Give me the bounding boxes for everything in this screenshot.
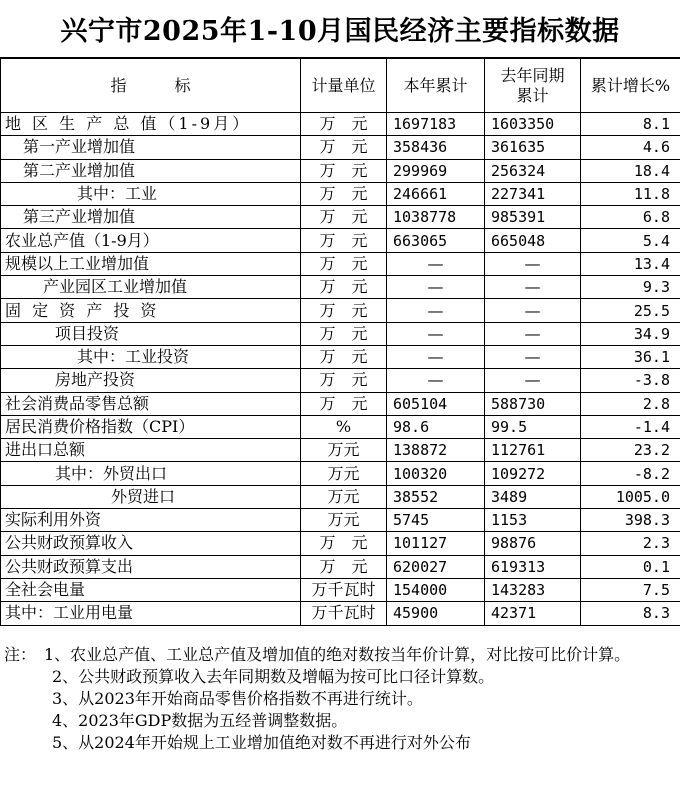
row-unit: 万 元	[301, 159, 387, 182]
header-previous-line1: 去年同期	[500, 65, 565, 85]
footnote-5: 5、从2024年开始规上工业增加值绝对数不再进行对外公布	[52, 733, 471, 752]
row-growth: 34.9	[581, 322, 680, 345]
row-growth: 25.5	[581, 299, 680, 322]
row-previous: 98876	[485, 532, 581, 555]
row-previous: 619313	[485, 555, 581, 578]
header-previous	[485, 59, 581, 113]
row-label: 项目投资	[1, 322, 301, 345]
header-previous-line2: 累计	[516, 85, 549, 105]
row-label: 全社会电量	[1, 578, 301, 601]
table-row	[1, 602, 680, 625]
page-title: 兴宁市2025年1-10月国民经济主要指标数据	[0, 0, 680, 58]
row-growth: -1.4	[581, 415, 680, 438]
table-header-row	[1, 59, 680, 113]
row-current: 620027	[387, 555, 485, 578]
table-row	[1, 509, 680, 532]
row-growth: 18.4	[581, 159, 680, 182]
row-previous: 3489	[485, 485, 581, 508]
row-unit: 万千瓦时	[301, 578, 387, 601]
row-growth: 7.5	[581, 578, 680, 601]
table-row	[1, 462, 680, 485]
row-unit: 万 元	[301, 206, 387, 229]
row-label: 其中：工业用电量	[1, 602, 301, 625]
row-current: 138872	[387, 439, 485, 462]
table-row	[1, 555, 680, 578]
row-unit: 万千瓦时	[301, 602, 387, 625]
row-current: 299969	[387, 159, 485, 182]
row-current: 663065	[387, 229, 485, 252]
row-unit: 万元	[301, 509, 387, 532]
table-row	[1, 276, 680, 299]
row-previous: 42371	[485, 602, 581, 625]
row-growth: 398.3	[581, 509, 680, 532]
row-previous: —	[485, 322, 581, 345]
row-label: 外贸进口	[1, 485, 301, 508]
row-label: 其中：工业	[1, 182, 301, 205]
footnotes	[0, 644, 680, 754]
row-current: —	[387, 345, 485, 368]
header-current: 本年累计	[387, 59, 485, 113]
row-unit: 万 元	[301, 182, 387, 205]
table-row	[1, 345, 680, 368]
row-previous: 588730	[485, 392, 581, 415]
row-unit: 万 元	[301, 345, 387, 368]
row-unit: 万 元	[301, 369, 387, 392]
row-unit: 万 元	[301, 555, 387, 578]
row-unit: 万 元	[301, 392, 387, 415]
row-current: 1697183	[387, 113, 485, 136]
row-current: —	[387, 252, 485, 275]
row-previous: 665048	[485, 229, 581, 252]
row-growth: 13.4	[581, 252, 680, 275]
row-label: 第二产业增加值	[1, 159, 301, 182]
row-unit: 万元	[301, 439, 387, 462]
row-current: 246661	[387, 182, 485, 205]
footnote-2: 2、公共财政预算收入去年同期数及增幅为按可比口径计算数。	[52, 667, 495, 686]
row-previous: 985391	[485, 206, 581, 229]
row-growth: 8.1	[581, 113, 680, 136]
footnote-4: 4、2023年GDP数据为五经普调整数据。	[52, 711, 348, 730]
row-label: 第三产业增加值	[1, 206, 301, 229]
row-previous: —	[485, 369, 581, 392]
row-growth: 5.4	[581, 229, 680, 252]
table-row	[1, 252, 680, 275]
row-current: 101127	[387, 532, 485, 555]
row-unit: 万元	[301, 462, 387, 485]
table-row	[1, 136, 680, 159]
row-unit: 万 元	[301, 113, 387, 136]
row-previous: —	[485, 252, 581, 275]
row-growth: 0.1	[581, 555, 680, 578]
row-previous: —	[485, 299, 581, 322]
row-label: 农业总产值（1-9月）	[1, 229, 301, 252]
row-label: 其中：工业投资	[1, 345, 301, 368]
table-row	[1, 206, 680, 229]
row-current: 38552	[387, 485, 485, 508]
row-growth: 4.6	[581, 136, 680, 159]
row-previous: 256324	[485, 159, 581, 182]
row-growth: 1005.0	[581, 485, 680, 508]
table-row	[1, 439, 680, 462]
row-label: 房地产投资	[1, 369, 301, 392]
table-row	[1, 392, 680, 415]
row-growth: 11.8	[581, 182, 680, 205]
table-row	[1, 578, 680, 601]
footnote-1: 注： 1、农业总产值、工业总产值及增加值的绝对数按当年价计算，对比按可比价计算。	[4, 645, 631, 664]
row-unit: 万 元	[301, 229, 387, 252]
row-previous: 143283	[485, 578, 581, 601]
table-row	[1, 322, 680, 345]
table-row	[1, 299, 680, 322]
header-unit: 计量单位	[301, 59, 387, 113]
table-row	[1, 532, 680, 555]
row-previous: 1603350	[485, 113, 581, 136]
row-current: 45900	[387, 602, 485, 625]
row-label: 社会消费品零售总额	[1, 392, 301, 415]
row-label: 规模以上工业增加值	[1, 252, 301, 275]
row-unit: 万 元	[301, 322, 387, 345]
row-growth: 2.3	[581, 532, 680, 555]
row-label: 第一产业增加值	[1, 136, 301, 159]
table-row	[1, 369, 680, 392]
table-row	[1, 182, 680, 205]
row-label: 公共财政预算支出	[1, 555, 301, 578]
row-current: 1038778	[387, 206, 485, 229]
row-current: —	[387, 276, 485, 299]
row-label: 地 区 生 产 总 值（1-9月）	[1, 113, 301, 136]
header-indicator: 指 标	[1, 59, 301, 113]
row-previous: 112761	[485, 439, 581, 462]
row-growth: 6.8	[581, 206, 680, 229]
row-unit: 万 元	[301, 532, 387, 555]
footnote-3: 3、从2023年开始商品零售价格指数不再进行统计。	[52, 689, 423, 708]
row-unit: 万 元	[301, 136, 387, 159]
row-previous: —	[485, 276, 581, 299]
row-previous: 361635	[485, 136, 581, 159]
row-current: 605104	[387, 392, 485, 415]
indicator-table	[0, 58, 680, 626]
row-current: —	[387, 299, 485, 322]
row-current: —	[387, 369, 485, 392]
row-current: 5745	[387, 509, 485, 532]
row-previous: —	[485, 345, 581, 368]
row-unit: 万 元	[301, 252, 387, 275]
row-current: 154000	[387, 578, 485, 601]
row-current: 98.6	[387, 415, 485, 438]
row-label: 公共财政预算收入	[1, 532, 301, 555]
table-row	[1, 113, 680, 136]
row-unit: 万 元	[301, 276, 387, 299]
row-label: 进出口总额	[1, 439, 301, 462]
row-label: 其中：外贸出口	[1, 462, 301, 485]
row-unit: 万 元	[301, 299, 387, 322]
table-row	[1, 229, 680, 252]
row-label: 产业园区工业增加值	[1, 276, 301, 299]
table-row	[1, 159, 680, 182]
row-label: 居民消费价格指数（CPI）	[1, 415, 301, 438]
row-previous: 227341	[485, 182, 581, 205]
row-label: 实际利用外资	[1, 509, 301, 532]
table-row	[1, 485, 680, 508]
row-growth: 9.3	[581, 276, 680, 299]
header-growth: 累计增长%	[581, 59, 680, 113]
row-growth: 36.1	[581, 345, 680, 368]
row-unit: 万元	[301, 485, 387, 508]
table-row	[1, 415, 680, 438]
row-growth: 23.2	[581, 439, 680, 462]
row-label: 固 定 资 产 投 资	[1, 299, 301, 322]
row-growth: -3.8	[581, 369, 680, 392]
row-previous: 99.5	[485, 415, 581, 438]
row-growth: 8.3	[581, 602, 680, 625]
row-current: 100320	[387, 462, 485, 485]
row-previous: 1153	[485, 509, 581, 532]
row-current: 358436	[387, 136, 485, 159]
row-previous: 109272	[485, 462, 581, 485]
row-unit: %	[301, 415, 387, 438]
row-growth: 2.8	[581, 392, 680, 415]
row-growth: -8.2	[581, 462, 680, 485]
row-current: —	[387, 322, 485, 345]
